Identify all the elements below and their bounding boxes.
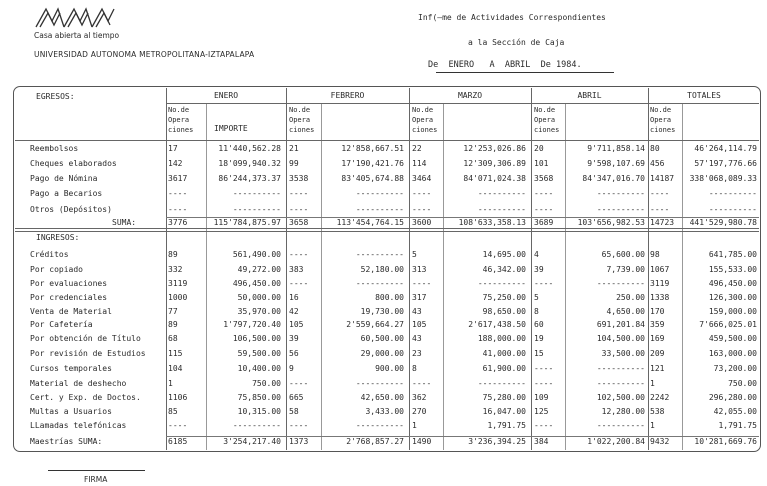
amount-cell: 29,000.00 <box>360 349 404 358</box>
ops-cell: 15 <box>534 349 544 358</box>
ops-cell: 22 <box>412 144 422 153</box>
amount-cell: 75,850.00 <box>237 393 281 402</box>
amount-cell: 1'797,720.40 <box>223 320 281 329</box>
amount-cell: 9'598,107.69 <box>587 159 645 168</box>
amount-cell: 46,342.00 <box>482 265 526 274</box>
ops-subheader: No.de <box>650 106 672 114</box>
ops-cell: ---- <box>534 189 554 198</box>
ops-subheader: ciones <box>534 126 560 134</box>
amount-cell: ---------- <box>232 205 281 214</box>
amount-cell: 159,000.00 <box>708 307 757 316</box>
amount-cell: 84'347,016.70 <box>582 174 645 183</box>
ops-cell: 68 <box>168 334 178 343</box>
ops-cell: 23 <box>412 349 422 358</box>
ops-cell: 1 <box>650 421 655 430</box>
ops-cell: 17 <box>168 144 178 153</box>
amount-cell: 52,180.00 <box>360 265 404 274</box>
ops-cell: ---- <box>650 205 670 214</box>
ops-cell: 3776 <box>168 218 188 227</box>
amount-cell: 50,000.00 <box>237 293 281 302</box>
amount-cell: 641,785.00 <box>708 250 757 259</box>
section-rule <box>15 231 759 232</box>
ops-cell: ---- <box>650 189 670 198</box>
amount-cell: ---------- <box>477 279 526 288</box>
row-label: Por Cafetería <box>30 320 93 329</box>
amount-cell: 3,433.00 <box>365 407 404 416</box>
signature-line <box>48 470 145 471</box>
period-underline <box>436 72 614 73</box>
amount-cell: 41,000.00 <box>482 349 526 358</box>
ops-cell: 43 <box>412 307 422 316</box>
ops-subheader: ciones <box>168 126 194 134</box>
amount-cell: 59,500.00 <box>237 349 281 358</box>
ops-cell: 362 <box>412 393 427 402</box>
ops-cell: 114 <box>412 159 427 168</box>
ops-cell: 1 <box>412 421 417 430</box>
amount-cell: 61,900.00 <box>482 364 526 373</box>
amount-cell: 14,695.00 <box>482 250 526 259</box>
importe-subheader: IMPORTE <box>214 124 248 133</box>
ops-cell: 1 <box>650 379 655 388</box>
row-label: Por obtención de Título <box>30 334 141 343</box>
row-label: Material de deshecho <box>30 379 127 388</box>
ops-cell: 1373 <box>289 437 309 446</box>
amount-cell: 459,500.00 <box>708 334 757 343</box>
uam-logo <box>34 7 116 29</box>
ops-cell: 170 <box>650 307 665 316</box>
subcolumn-divider <box>321 103 322 450</box>
amount-cell: 441'529,980.78 <box>689 218 757 227</box>
ops-cell: 665 <box>289 393 304 402</box>
ops-cell: 3119 <box>168 279 188 288</box>
period-de: De <box>428 60 439 70</box>
amount-cell: 83'405,674.88 <box>341 174 404 183</box>
amount-cell: 338'068,089.33 <box>689 174 757 183</box>
amount-cell: 57'197,776.66 <box>694 159 757 168</box>
ops-cell: 80 <box>650 144 660 153</box>
amount-cell: 900.00 <box>375 364 404 373</box>
amount-cell: 115'784,875.97 <box>213 218 281 227</box>
ops-cell: ---- <box>289 250 309 259</box>
amount-cell: ---------- <box>477 379 526 388</box>
amount-cell: 250.00 <box>616 293 645 302</box>
ops-cell: ---- <box>412 189 432 198</box>
ops-cell: 42 <box>289 307 299 316</box>
ops-cell: ---- <box>412 279 432 288</box>
amount-cell: ---------- <box>355 279 404 288</box>
ops-cell: 384 <box>534 437 549 446</box>
amount-cell: 155,533.00 <box>708 265 757 274</box>
amount-cell: ---------- <box>355 250 404 259</box>
ops-cell: 125 <box>534 407 549 416</box>
ops-cell: 77 <box>168 307 178 316</box>
ops-cell: ---- <box>412 379 432 388</box>
ops-cell: 9 <box>289 364 294 373</box>
ops-cell: ---- <box>412 205 432 214</box>
ops-cell: 169 <box>650 334 665 343</box>
amount-cell: ---------- <box>355 379 404 388</box>
ops-cell: 85 <box>168 407 178 416</box>
amount-cell: 16,047.00 <box>482 407 526 416</box>
ops-cell: 89 <box>168 320 178 329</box>
ops-cell: 98 <box>650 250 660 259</box>
amount-cell: 188,000.00 <box>477 334 526 343</box>
ops-cell: 43 <box>412 334 422 343</box>
ops-cell: ---- <box>289 189 309 198</box>
ops-cell: 6185 <box>168 437 188 446</box>
ops-cell: ---- <box>289 379 309 388</box>
amount-cell: 108'633,358.13 <box>458 218 526 227</box>
ops-subheader: Opera <box>650 116 672 124</box>
ops-cell: 332 <box>168 265 183 274</box>
amount-cell: 296,280.00 <box>708 393 757 402</box>
ops-cell: ---- <box>534 205 554 214</box>
period-year: De 1984. <box>540 60 582 70</box>
ops-cell: 2242 <box>650 393 670 402</box>
row-label: SUMA: <box>112 218 137 227</box>
amount-cell: 106,500.00 <box>232 334 281 343</box>
amount-cell: 65,600.00 <box>601 250 645 259</box>
amount-cell: 49,272.00 <box>237 265 281 274</box>
row-label: Multas a Usuarios <box>30 407 112 416</box>
amount-cell: 18'099,940.32 <box>218 159 281 168</box>
amount-cell: 496,450.00 <box>708 279 757 288</box>
amount-cell: 10'281,669.76 <box>694 437 757 446</box>
ops-cell: 456 <box>650 159 665 168</box>
subcolumn-divider <box>443 103 444 450</box>
row-label: Cheques elaborados <box>30 159 117 168</box>
amount-cell: 3'254,217.40 <box>223 437 281 446</box>
ops-cell: 3689 <box>534 218 554 227</box>
amount-cell: ---------- <box>477 189 526 198</box>
amount-cell: 75,250.00 <box>482 293 526 302</box>
ops-cell: 121 <box>650 364 665 373</box>
row-label: Maestrías SUMA: <box>30 437 103 446</box>
amount-cell: 2'768,857.27 <box>346 437 404 446</box>
amount-cell: ---------- <box>477 205 526 214</box>
ops-cell: 5 <box>412 250 417 259</box>
amount-cell: 42,650.00 <box>360 393 404 402</box>
ops-subheader: No.de <box>168 106 190 114</box>
ops-cell: 8 <box>412 364 417 373</box>
amount-cell: 17'190,421.76 <box>341 159 404 168</box>
amount-cell: 35,970.00 <box>237 307 281 316</box>
ops-cell: 20 <box>534 144 544 153</box>
amount-cell: ---------- <box>355 421 404 430</box>
ops-cell: 39 <box>289 334 299 343</box>
ops-cell: ---- <box>534 364 554 373</box>
amount-cell: 800.00 <box>375 293 404 302</box>
amount-cell: 496,450.00 <box>232 279 281 288</box>
ops-cell: 9432 <box>650 437 670 446</box>
column-divider <box>409 88 410 450</box>
ops-cell: 142 <box>168 159 183 168</box>
amount-cell: 102,500.00 <box>596 393 645 402</box>
ops-cell: 3600 <box>412 218 432 227</box>
row-label: Venta de Material <box>30 307 112 316</box>
amount-cell: 2'617,438.50 <box>468 320 526 329</box>
ops-cell: 58 <box>289 407 299 416</box>
row-label: Cert. y Exp. de Doctos. <box>30 393 141 402</box>
column-divider <box>166 88 167 450</box>
amount-cell: ---------- <box>596 205 645 214</box>
row-label: Créditos <box>30 250 69 259</box>
amount-cell: ---------- <box>232 189 281 198</box>
tagline: Casa abierta al tiempo <box>34 31 120 40</box>
report-title: Inf(—me de Actividades Correspondientes <box>418 13 606 22</box>
amount-cell: 19,730.00 <box>360 307 404 316</box>
amount-cell: ---------- <box>355 189 404 198</box>
row-label: Pago a Becarios <box>30 189 103 198</box>
ops-cell: 14723 <box>650 218 675 227</box>
row-label: Por credenciales <box>30 293 108 302</box>
ops-cell: ---- <box>534 379 554 388</box>
amount-cell: 113'454,764.15 <box>336 218 404 227</box>
ops-cell: 16 <box>289 293 299 302</box>
amount-cell: ---------- <box>355 205 404 214</box>
period-a: A <box>489 60 495 70</box>
amount-cell: 46'264,114.79 <box>694 144 757 153</box>
ops-subheader: ciones <box>650 126 676 134</box>
ops-subheader: Opera <box>168 116 190 124</box>
report-subtitle: a la Sección de Caja <box>468 38 565 47</box>
ops-cell: 101 <box>534 159 549 168</box>
amount-cell: 163,000.00 <box>708 349 757 358</box>
ops-cell: 209 <box>650 349 665 358</box>
amount-cell: 561,490.00 <box>232 250 281 259</box>
amount-cell: 12,280.00 <box>601 407 645 416</box>
amount-cell: 126,300.00 <box>708 293 757 302</box>
amount-cell: 1,791.75 <box>487 421 526 430</box>
amount-cell: 12'253,026.86 <box>463 144 526 153</box>
ops-cell: 5 <box>534 293 539 302</box>
report-period <box>428 60 582 70</box>
ops-cell: 104 <box>168 364 183 373</box>
amount-cell: 2'559,664.27 <box>346 320 404 329</box>
egresos-heading: EGRESOS: <box>36 92 75 101</box>
ops-cell: 1000 <box>168 293 188 302</box>
ops-cell: 99 <box>289 159 299 168</box>
row-label: LLamadas telefónicas <box>30 421 127 430</box>
amount-cell: 10,315.00 <box>237 407 281 416</box>
amount-cell: 103'656,982.53 <box>577 218 645 227</box>
column-divider <box>648 88 649 450</box>
ops-cell: 19 <box>534 334 544 343</box>
ops-cell: 3464 <box>412 174 432 183</box>
ops-subheader: ciones <box>289 126 315 134</box>
signature-label: FIRMA <box>84 475 108 484</box>
ops-cell: 56 <box>289 349 299 358</box>
row-label: Por evaluaciones <box>30 279 108 288</box>
ops-cell: 1338 <box>650 293 670 302</box>
ops-cell: 105 <box>412 320 427 329</box>
amount-cell: ---------- <box>596 379 645 388</box>
ops-cell: ---- <box>534 279 554 288</box>
amount-cell: 11'440,562.28 <box>218 144 281 153</box>
amount-cell: 3'236,394.25 <box>468 437 526 446</box>
ops-cell: 109 <box>534 393 549 402</box>
row-label: Por revisión de Estudios <box>30 349 146 358</box>
amount-cell: 98,650.00 <box>482 307 526 316</box>
amount-cell: 73,200.00 <box>713 364 757 373</box>
row-label: Reembolsos <box>30 144 79 153</box>
amount-cell: 60,500.00 <box>360 334 404 343</box>
ops-cell: 3617 <box>168 174 188 183</box>
amount-cell: 33,500.00 <box>601 349 645 358</box>
amount-cell: 7,739.00 <box>606 265 645 274</box>
amount-cell: 1'022,200.84 <box>587 437 645 446</box>
month-header: TOTALES <box>687 91 721 100</box>
month-header: ABRIL <box>577 91 602 100</box>
ops-cell: 60 <box>534 320 544 329</box>
ops-cell: 39 <box>534 265 544 274</box>
subcolumn-divider <box>682 103 683 450</box>
amount-cell: 84'071,024.38 <box>463 174 526 183</box>
ops-cell: ---- <box>289 421 309 430</box>
ops-cell: 1490 <box>412 437 432 446</box>
amount-cell: ---------- <box>708 189 757 198</box>
amount-cell: ---------- <box>596 364 645 373</box>
amount-cell: 750.00 <box>252 379 281 388</box>
section-rule <box>15 228 759 229</box>
header-bottom-rule <box>15 140 759 141</box>
period-to: ABRIL <box>504 60 531 70</box>
amount-cell: ---------- <box>708 205 757 214</box>
month-header: MARZO <box>457 91 483 100</box>
month-header: FEBRERO <box>330 91 365 100</box>
ops-subheader: Opera <box>412 116 434 124</box>
ops-subheader: No.de <box>534 106 556 114</box>
amount-cell: 12'309,306.89 <box>463 159 526 168</box>
amount-cell: ---------- <box>232 421 281 430</box>
ops-subheader: Opera <box>534 116 556 124</box>
ops-subheader: ciones <box>412 126 438 134</box>
ops-cell: ---- <box>168 205 188 214</box>
ops-cell: 313 <box>412 265 427 274</box>
amount-cell: ---------- <box>596 279 645 288</box>
ops-cell: ---- <box>168 421 188 430</box>
ops-cell: 270 <box>412 407 427 416</box>
subcolumn-divider <box>565 103 566 450</box>
ops-cell: 3119 <box>650 279 670 288</box>
ops-subheader: Opera <box>289 116 311 124</box>
amount-cell: 7'666,025.01 <box>699 320 757 329</box>
ops-cell: ---- <box>168 189 188 198</box>
ops-cell: 3538 <box>289 174 309 183</box>
month-header: ENERO <box>213 91 239 100</box>
amount-cell: 4,650.00 <box>606 307 645 316</box>
amount-cell: 1,791.75 <box>718 421 757 430</box>
ops-cell: 3658 <box>289 218 309 227</box>
amount-cell: 750.00 <box>728 379 757 388</box>
ops-cell: 8 <box>534 307 539 316</box>
row-label: Cursos temporales <box>30 364 112 373</box>
amount-cell: 42,055.00 <box>713 407 757 416</box>
ops-cell: ---- <box>289 279 309 288</box>
row-label: Otros (Depósitos) <box>30 205 112 214</box>
ops-cell: 1 <box>168 379 173 388</box>
amount-cell: ---------- <box>596 421 645 430</box>
ingresos-heading: INGRESOS: <box>36 233 80 242</box>
column-divider <box>286 88 287 450</box>
amount-cell: ---------- <box>596 189 645 198</box>
amount-cell: 104,500.00 <box>596 334 645 343</box>
ops-cell: 105 <box>289 320 304 329</box>
subcolumn-divider <box>206 103 207 450</box>
ops-cell: 14187 <box>650 174 675 183</box>
ops-cell: ---- <box>534 421 554 430</box>
header-rule <box>166 103 759 104</box>
ops-cell: 3568 <box>534 174 554 183</box>
ops-cell: 317 <box>412 293 427 302</box>
ops-cell: 115 <box>168 349 183 358</box>
column-divider <box>531 88 532 450</box>
ops-cell: 89 <box>168 250 178 259</box>
ops-cell: 1067 <box>650 265 670 274</box>
row-label: Pago de Nómina <box>30 174 98 183</box>
row-label: Por copiado <box>30 265 83 274</box>
amount-cell: 12'858,667.51 <box>341 144 404 153</box>
ops-cell: 538 <box>650 407 665 416</box>
amount-cell: 10,400.00 <box>237 364 281 373</box>
ops-subheader: No.de <box>289 106 311 114</box>
ops-cell: 359 <box>650 320 665 329</box>
period-from: ENERO <box>448 60 475 70</box>
amount-cell: 9'711,858.14 <box>587 144 645 153</box>
ops-cell: 4 <box>534 250 539 259</box>
ops-cell: 1106 <box>168 393 188 402</box>
ops-subheader: No.de <box>412 106 434 114</box>
amount-cell: 75,280.00 <box>482 393 526 402</box>
amount-cell: 86'244,373.37 <box>218 174 281 183</box>
university-name: UNIVERSIDAD AUTONOMA METROPOLITANA-IZTAPALAPA <box>34 50 255 59</box>
ops-cell: ---- <box>289 205 309 214</box>
ops-cell: 21 <box>289 144 299 153</box>
ops-cell: 383 <box>289 265 304 274</box>
amount-cell: 691,201.84 <box>596 320 645 329</box>
